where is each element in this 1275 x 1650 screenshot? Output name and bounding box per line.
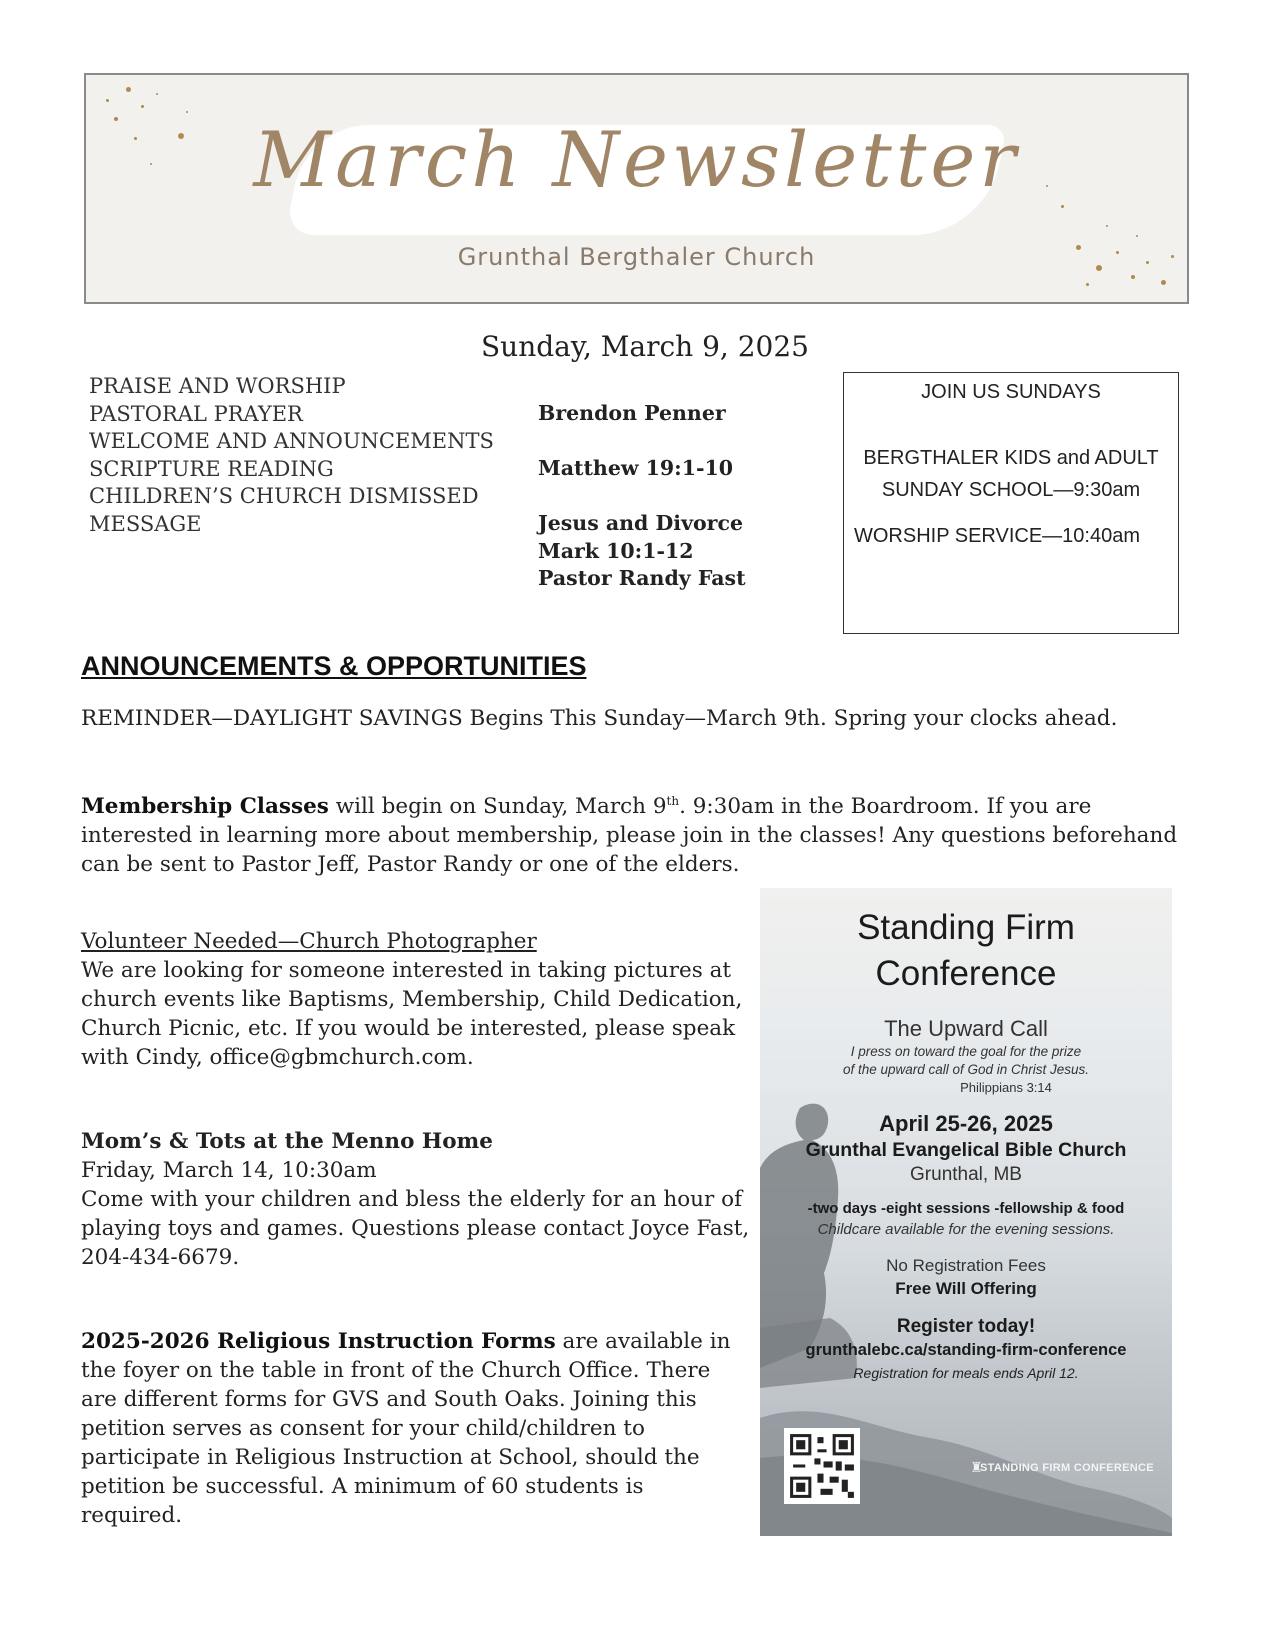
poster-title-line1: Standing Firm bbox=[857, 908, 1075, 947]
daylight-savings-reminder: REMINDER—DAYLIGHT SAVINGS Begins This Sunday—March 9th. Spring your clocks ahead. bbox=[81, 706, 1118, 731]
membership-classes-announcement: Membership Classes will begin on Sunday, March 9th. 9:30am in the Boardroom. If you are interested in learning more about membership, please join in the classes! Any questions beforehand can be sent to Pastor Jeff, Pastor Randy or one of the elders. bbox=[81, 794, 1178, 877]
announcements-heading: ANNOUNCEMENTS & OPPORTUNITIES bbox=[81, 651, 587, 681]
order-item: CHILDREN’S CHURCH DISMISSED bbox=[89, 484, 479, 508]
qr-code[interactable] bbox=[784, 1428, 860, 1504]
conference-poster bbox=[760, 888, 1172, 1536]
moms-tots-announcement bbox=[81, 1127, 751, 1272]
poster-register: Register today! bbox=[896, 1316, 1036, 1337]
order-of-service bbox=[89, 373, 494, 538]
message-passage: Mark 10:1-12 bbox=[538, 538, 694, 563]
moms-tots-when: Friday, March 14, 10:30am bbox=[81, 1158, 377, 1183]
poster-logo-text: STANDING FIRM CONFERENCE bbox=[980, 1462, 1154, 1474]
scripture-reference: Matthew 19:1-10 bbox=[538, 456, 734, 480]
moms-tots-body: Come with your children and bless the elderly for an hour of playing toys and games. Questions please contact Joyce Fast, 204-434-6679. bbox=[81, 1187, 750, 1270]
poster-offering: Free Will Offering bbox=[895, 1279, 1037, 1298]
poster-url: grunthalebc.ca/standing-firm-conference bbox=[805, 1341, 1127, 1359]
order-item: WELCOME AND ANNOUNCEMENTS bbox=[89, 429, 494, 453]
order-item: PRAISE AND WORSHIP bbox=[89, 374, 346, 398]
newsletter-banner bbox=[84, 73, 1189, 304]
membership-title: Membership Classes bbox=[81, 794, 329, 819]
join-us-box bbox=[843, 372, 1179, 634]
qr-code-icon bbox=[784, 1428, 860, 1504]
sunday-school-line1: BERGTHALER KIDS and ADULT bbox=[863, 447, 1159, 469]
poster-features: -two days -eight sessions -fellowship & food bbox=[807, 1200, 1125, 1217]
prayer-leader: Brendon Penner bbox=[538, 401, 726, 425]
poster-theme: The Upward Call bbox=[884, 1016, 1048, 1041]
sunday-school-line2: SUNDAY SCHOOL—9:30am bbox=[881, 479, 1141, 501]
banner-title: March Newsletter bbox=[253, 115, 1020, 204]
poster-childcare: Childcare available for the evening sessions. bbox=[817, 1221, 1115, 1238]
forms-title: 2025-2026 Religious Instruction Forms bbox=[81, 1329, 556, 1354]
order-item: PASTORAL PRAYER bbox=[89, 401, 303, 426]
service-date: Sunday, March 9, 2025 bbox=[480, 330, 809, 363]
order-item: SCRIPTURE READING bbox=[89, 456, 334, 481]
worship-service-time: WORSHIP SERVICE—10:40am bbox=[853, 525, 1141, 547]
banner-subtitle: Grunthal Bergthaler Church bbox=[457, 243, 816, 271]
poster-meals-deadline: Registration for meals ends April 12. bbox=[853, 1365, 1079, 1381]
message-title: Jesus and Divorce bbox=[538, 511, 743, 535]
order-item: MESSAGE bbox=[89, 511, 202, 536]
lighthouse-icon: ♜ bbox=[970, 1460, 983, 1476]
photographer-announcement bbox=[81, 927, 751, 1072]
poster-verse-line1: I press on toward the goal for the prize bbox=[850, 1044, 1082, 1059]
join-heading: JOIN US SUNDAYS bbox=[921, 381, 1101, 403]
poster-fees: No Registration Fees bbox=[886, 1256, 1046, 1275]
religious-instruction-announcement: 2025-2026 Religious Instruction Forms are available in the foyer on the table in front of the Church Office. There are different forms for GVS and South Oaks. Joining this petition serves as consent for your child/children to participate in Religious Instruction at School, should the petition be successful. A minimum of 60 students is required. bbox=[81, 1329, 731, 1528]
poster-venue: Grunthal Evangelical Bible Church bbox=[805, 1139, 1127, 1161]
service-details bbox=[538, 400, 746, 593]
poster-title-line2: Conference bbox=[875, 954, 1057, 993]
message-speaker: Pastor Randy Fast bbox=[538, 566, 746, 590]
moms-tots-title: Mom’s & Tots at the Menno Home bbox=[81, 1129, 493, 1154]
photographer-body: We are looking for someone interested in taking pictures at church events like Baptisms, Membership, Child Dedication, Church Picnic, etc. If you would be interested, please speak with Cindy, office@gbmchurch.com. bbox=[81, 958, 743, 1070]
poster-location: Grunthal, MB bbox=[910, 1164, 1022, 1185]
poster-dates: April 25-26, 2025 bbox=[879, 1111, 1053, 1136]
poster-verse-line2: of the upward call of God in Christ Jesus. bbox=[842, 1062, 1090, 1077]
photographer-title: Volunteer Needed—Church Photographer bbox=[81, 929, 537, 954]
poster-verse-reference: Philippians 3:14 bbox=[960, 1080, 1052, 1095]
